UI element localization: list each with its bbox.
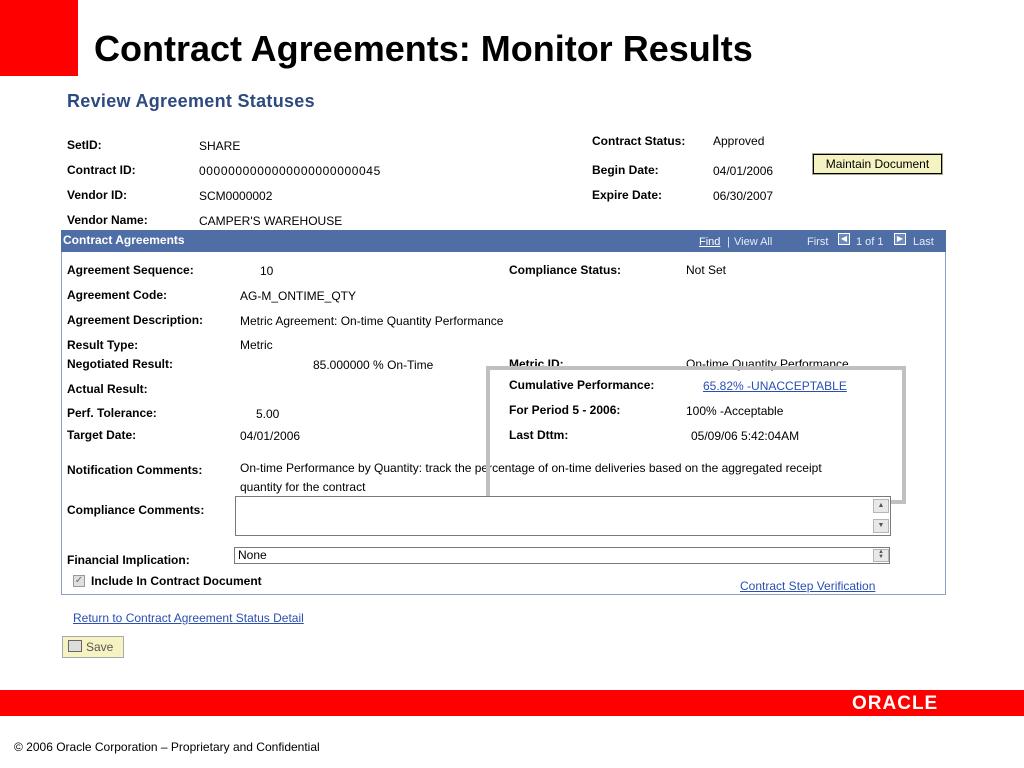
notification-comments-label: Notification Comments: <box>67 463 203 477</box>
save-icon <box>68 640 82 652</box>
contract-status-value: Approved <box>713 134 765 148</box>
red-accent-block <box>0 0 78 76</box>
last-dttm-value: 05/09/06 5:42:04AM <box>691 429 800 443</box>
highlight-box <box>486 366 906 504</box>
find-link[interactable]: Find <box>699 236 721 248</box>
slide-title: Contract Agreements: Monitor Results <box>94 28 753 69</box>
scroll-up-icon[interactable]: ▲ <box>873 499 889 513</box>
financial-implication-select[interactable]: None <box>234 547 890 564</box>
oracle-logo: ORACLE <box>852 693 939 714</box>
return-link[interactable]: Return to Contract Agreement Status Detail <box>73 611 304 625</box>
perf-tolerance-value: 5.00 <box>256 407 280 421</box>
financial-implication-label: Financial Implication: <box>67 553 190 567</box>
compliance-comments-label: Compliance Comments: <box>67 503 205 517</box>
agreement-code-label: Agreement Code: <box>67 288 168 302</box>
period-value: 100% -Acceptable <box>686 404 784 418</box>
vendor-id-label: Vendor ID: <box>67 188 128 202</box>
vendor-id-value: SCM0000002 <box>199 189 273 203</box>
expire-date-value: 06/30/2007 <box>713 189 774 203</box>
last-link[interactable]: Last <box>913 236 934 248</box>
vendor-name-label: Vendor Name: <box>67 213 148 227</box>
setid-label: SetID: <box>67 138 102 152</box>
contract-status-label: Contract Status: <box>592 134 686 148</box>
agreement-description-label: Agreement Description: <box>67 313 204 327</box>
result-type-value: Metric <box>240 338 273 352</box>
target-date-value: 04/01/2006 <box>240 429 301 443</box>
save-label: Save <box>86 640 114 654</box>
include-in-contract-checkbox[interactable]: ✓ <box>74 575 84 586</box>
grid-title: Contract Agreements <box>63 233 185 247</box>
select-spinner-icon[interactable]: ▲ ▼ <box>873 549 889 562</box>
first-link[interactable]: First <box>807 236 829 248</box>
period-label: For Period 5 - 2006: <box>509 403 621 417</box>
cumulative-performance-link[interactable]: 65.82% -UNACCEPTABLE <box>703 379 847 393</box>
contract-step-verification-link[interactable]: Contract Step Verification <box>740 579 876 593</box>
actual-result-label: Actual Result: <box>67 382 148 396</box>
next-arrow-icon[interactable]: ▶ <box>894 233 906 245</box>
view-all-link[interactable]: View All <box>734 236 773 248</box>
contract-id-value: 0000000000000000000000045 <box>199 164 381 178</box>
contract-id-label: Contract ID: <box>67 163 136 177</box>
negotiated-result-value: 85.000000 % On-Time <box>313 358 434 372</box>
last-dttm-label: Last Dttm: <box>509 428 569 442</box>
page-title: Review Agreement Statuses <box>67 91 315 111</box>
target-date-label: Target Date: <box>67 428 137 442</box>
metric-id-value: On-time Quantity Performance <box>686 357 849 371</box>
scroll-down-icon[interactable]: ▼ <box>873 519 889 533</box>
perf-tolerance-label: Perf. Tolerance: <box>67 406 157 420</box>
notification-comments-line2: quantity for the contract <box>240 480 366 494</box>
notification-comments-line1: On-time Performance by Quantity: track the percentage of on-time deliveries based on the aggregated receipt <box>240 461 822 475</box>
begin-date-label: Begin Date: <box>592 163 659 177</box>
compliance-status-value: Not Set <box>686 263 727 277</box>
nav-separator: | <box>727 236 730 248</box>
include-in-contract-label: Include In Contract Document <box>91 574 262 588</box>
setid-value: SHARE <box>199 139 241 153</box>
begin-date-value: 04/01/2006 <box>713 164 774 178</box>
compliance-comments-textarea[interactable] <box>235 496 891 536</box>
copyright-text: © 2006 Oracle Corporation – Proprietary and Confidential <box>14 740 320 754</box>
cumulative-performance-label: Cumulative Performance: <box>509 378 655 392</box>
agreement-description-value: Metric Agreement: On-time Quantity Performance <box>240 314 504 328</box>
agreement-sequence-value: 10 <box>260 264 274 278</box>
vendor-name-value: CAMPER'S WAREHOUSE <box>199 214 343 228</box>
agreement-code-value: AG-M_ONTIME_QTY <box>240 289 357 303</box>
maintain-document-button[interactable]: Maintain Document <box>813 154 942 174</box>
compliance-status-label: Compliance Status: <box>509 263 622 277</box>
expire-date-label: Expire Date: <box>592 188 663 202</box>
save-button[interactable] <box>62 636 124 658</box>
metric-id-label: Metric ID: <box>509 357 564 371</box>
grid-page-info: 1 of 1 <box>856 236 884 248</box>
result-type-label: Result Type: <box>67 338 139 352</box>
previous-arrow-icon[interactable]: ◀ <box>838 233 850 245</box>
negotiated-result-label: Negotiated Result: <box>67 357 174 371</box>
agreement-sequence-label: Agreement Sequence: <box>67 263 194 277</box>
